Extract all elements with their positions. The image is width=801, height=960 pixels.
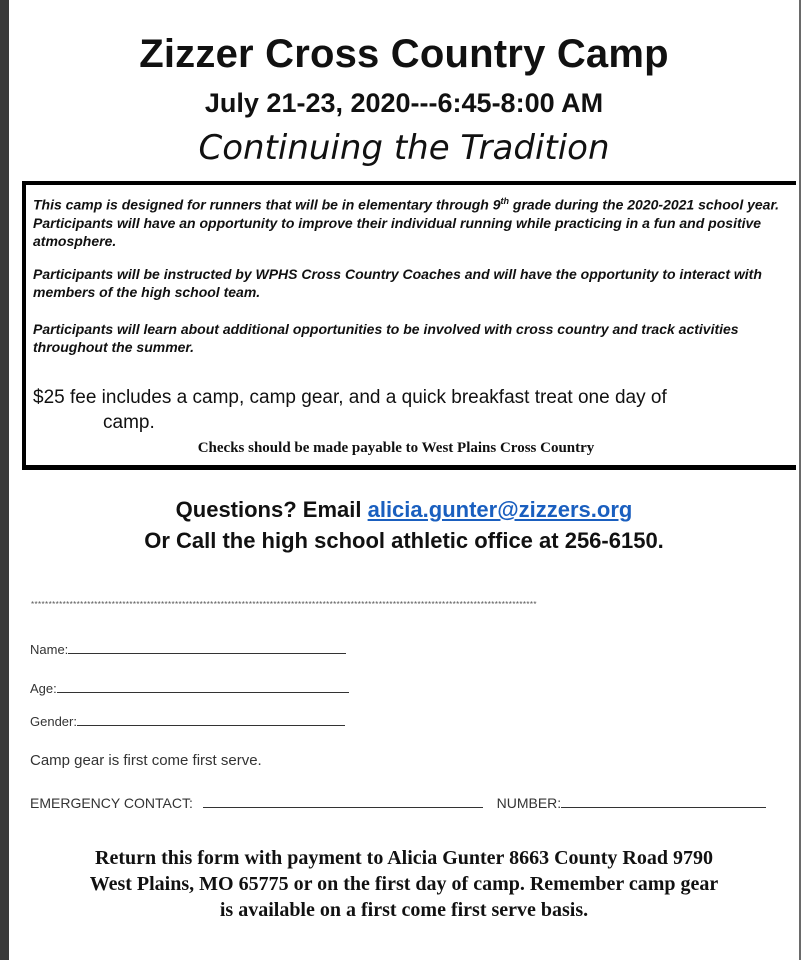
camp-dates: July 21-23, 2020---6:45-8:00 AM: [204, 88, 604, 118]
fee-line-continued: camp.: [103, 412, 155, 433]
fee-line: $25 fee includes a camp, camp gear, and a quick breakfast treat one day of: [33, 387, 667, 408]
flyer-title: Zizzer Cross Country Camp: [139, 32, 669, 76]
return-line: is available on a first come first serve basis.: [219, 899, 589, 921]
gender-field[interactable]: [30, 713, 345, 729]
gender-label: Gender:: [30, 714, 77, 729]
name-blank[interactable]: [68, 641, 346, 654]
emergency-contact-row[interactable]: [30, 795, 766, 811]
info-box: [22, 181, 796, 470]
flyer-page: [9, 0, 799, 960]
checks-payable-note: Checks should be made payable to West Plains Cross Country: [197, 440, 595, 456]
number-blank[interactable]: [561, 795, 766, 808]
fee-info: [33, 385, 773, 435]
return-instructions: [9, 845, 799, 923]
questions-prefix: Questions? Email: [175, 497, 368, 522]
camp-gear-note: Camp gear is first come first serve.: [30, 752, 262, 769]
tagline: Continuing the Tradition: [198, 128, 610, 168]
return-line: West Plains, MO 65775 or on the first day of camp. Remember camp gear: [89, 873, 719, 895]
emergency-contact-blank[interactable]: [203, 795, 483, 808]
info-text-part: This camp is designed for runners that will be in elementary through 9: [33, 196, 501, 213]
email-link[interactable]: alicia.gunter@zizzers.org: [367, 497, 633, 522]
cut-line-divider: ************************************************************************************************************************************************: [31, 600, 537, 609]
age-blank[interactable]: [57, 680, 349, 693]
number-label: NUMBER:: [496, 795, 562, 811]
left-border-edge: [0, 0, 9, 960]
gender-blank[interactable]: [77, 713, 345, 726]
questions-line: [9, 497, 799, 523]
age-field[interactable]: [30, 680, 349, 696]
ordinal-suffix: th: [500, 196, 510, 206]
age-label: Age:: [30, 681, 57, 696]
name-field[interactable]: [30, 641, 346, 657]
emergency-contact-label: EMERGENCY CONTACT:: [30, 795, 193, 811]
phone-line: Or Call the high school athletic office at 256-6150.: [144, 528, 664, 553]
info-paragraph-coaches: Participants will be instructed by WPHS Cross Country Coaches and will have the opportunity to interact with members of the high school team.: [33, 266, 762, 300]
info-paragraph-opportunities: Participants will learn about additional opportunities to be involved with cross country and track activities throughout the summer.: [33, 321, 739, 355]
return-line: Return this form with payment to Alicia Gunter 8663 County Road 9790: [95, 847, 713, 869]
info-paragraph-eligibility: [33, 192, 781, 250]
name-label: Name:: [30, 642, 69, 657]
info-text-part: grade during the 2020-2021 school year. Participants will have an opportunity to improve their individual running while practicing in a fun and positive atmosphere.: [33, 196, 780, 249]
